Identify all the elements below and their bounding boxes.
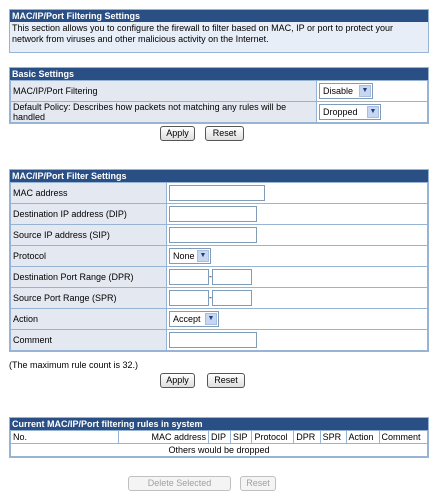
dip-row xyxy=(11,204,428,225)
basic-reset-button[interactable]: Reset xyxy=(205,126,244,141)
basic-settings-table xyxy=(10,80,428,123)
filtering-label: MAC/IP/Port Filtering xyxy=(11,81,317,102)
filter-settings-table xyxy=(10,182,428,351)
basic-settings-section xyxy=(9,67,429,124)
comment-input[interactable] xyxy=(169,332,257,348)
filtering-cell xyxy=(317,81,428,102)
chevron-down-icon: ▼ xyxy=(205,313,217,325)
policy-label: Default Policy: Describes how packets not matching any rules will be handled xyxy=(11,102,317,123)
action-label: Action xyxy=(11,309,167,330)
dpr-separator: - xyxy=(209,271,212,282)
comment-row xyxy=(11,330,428,351)
basic-apply-button[interactable]: Apply xyxy=(160,126,195,141)
col-dip: DIP xyxy=(209,431,231,444)
mac-label: MAC address xyxy=(11,183,167,204)
delete-selected-button[interactable]: Delete Selected xyxy=(128,476,231,491)
col-action: Action xyxy=(346,431,379,444)
dpr-start-input[interactable] xyxy=(169,269,209,285)
others-dropped-cell: Others would be dropped xyxy=(11,444,428,457)
sip-input[interactable] xyxy=(169,227,257,243)
policy-cell xyxy=(317,102,428,123)
rules-section xyxy=(9,417,429,458)
chevron-down-icon: ▼ xyxy=(367,106,379,118)
rules-table xyxy=(10,430,428,457)
filter-settings-section xyxy=(9,169,429,352)
rules-title: Current MAC/IP/Port filtering rules in system xyxy=(10,418,428,430)
policy-row xyxy=(11,102,428,123)
max-rule-note: (The maximum rule count is 32.) xyxy=(9,360,139,370)
filtering-select-value: Disable xyxy=(323,86,354,96)
filtering-select[interactable] xyxy=(319,83,373,99)
spr-separator: - xyxy=(209,292,212,303)
col-sip: SIP xyxy=(231,431,252,444)
filter-apply-button[interactable]: Apply xyxy=(160,373,195,388)
dpr-row xyxy=(11,267,428,288)
policy-select-value: Dropped xyxy=(323,107,358,117)
sip-row xyxy=(11,225,428,246)
rules-reset-button[interactable]: Reset xyxy=(240,476,276,491)
action-row xyxy=(11,309,428,330)
col-comment: Comment xyxy=(379,431,427,444)
sip-label: Source IP address (SIP) xyxy=(11,225,167,246)
rules-header-row xyxy=(11,431,428,444)
filter-reset-button[interactable]: Reset xyxy=(207,373,245,388)
filter-settings-title: MAC/IP/Port Filter Settings xyxy=(10,170,428,182)
intro-description: This section allows you to configure the firewall to filter based on MAC, IP or port to protect your network from viruses and other malicious activity on the Internet. xyxy=(10,22,428,52)
col-protocol: Protocol xyxy=(252,431,294,444)
policy-select[interactable] xyxy=(319,104,381,120)
mac-row xyxy=(11,183,428,204)
table-row xyxy=(11,444,428,457)
action-select[interactable] xyxy=(169,311,219,327)
mac-address-input[interactable] xyxy=(169,185,265,201)
dpr-end-input[interactable] xyxy=(212,269,252,285)
dip-input[interactable] xyxy=(169,206,257,222)
action-select-value: Accept xyxy=(173,314,201,324)
basic-settings-title: Basic Settings xyxy=(10,68,428,80)
protocol-row xyxy=(11,246,428,267)
protocol-select-value: None xyxy=(173,251,195,261)
spr-row xyxy=(11,288,428,309)
chevron-down-icon: ▼ xyxy=(359,85,371,97)
protocol-label: Protocol xyxy=(11,246,167,267)
spr-start-input[interactable] xyxy=(169,290,209,306)
chevron-down-icon: ▼ xyxy=(197,250,209,262)
protocol-select[interactable] xyxy=(169,248,211,264)
col-mac: MAC address xyxy=(119,431,209,444)
dip-label: Destination IP address (DIP) xyxy=(11,204,167,225)
intro-title: MAC/IP/Port Filtering Settings xyxy=(10,10,428,22)
spr-label: Source Port Range (SPR) xyxy=(11,288,167,309)
filtering-row xyxy=(11,81,428,102)
col-dpr: DPR xyxy=(294,431,320,444)
dpr-label: Destination Port Range (DPR) xyxy=(11,267,167,288)
comment-label: Comment xyxy=(11,330,167,351)
intro-section xyxy=(9,9,429,53)
col-spr: SPR xyxy=(320,431,346,444)
spr-end-input[interactable] xyxy=(212,290,252,306)
col-no: No. xyxy=(11,431,119,444)
